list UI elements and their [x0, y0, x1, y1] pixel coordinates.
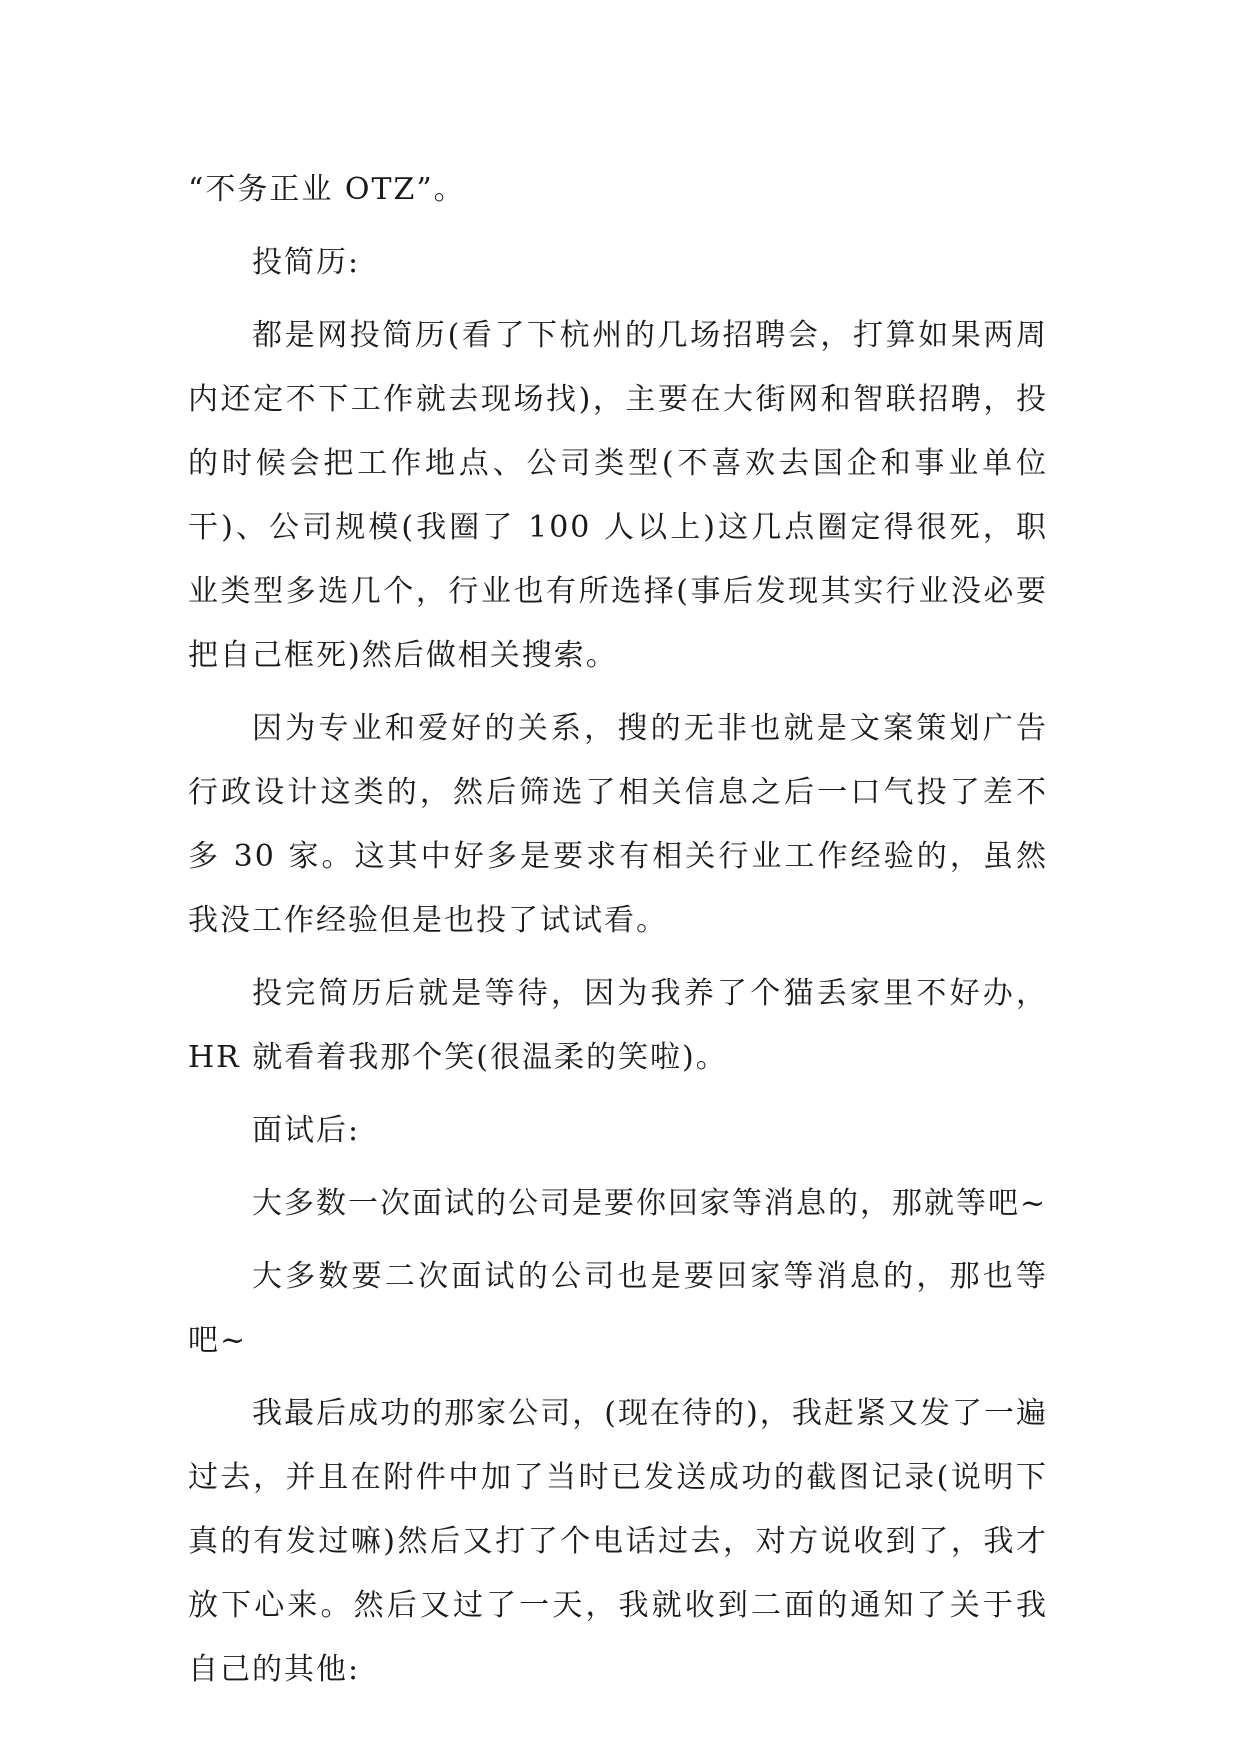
paragraph-1: “不务正业 OTZ”。 [188, 172, 466, 207]
document-body [188, 158, 1048, 1711]
paragraph-6-heading: 面试后: [252, 1113, 361, 1148]
paragraph-8: 大多数要二次面试的公司也是要回家等消息的，那也等吧~ [188, 1259, 1048, 1358]
paragraph-7: 大多数一次面试的公司是要你回家等消息的，那就等吧~ [252, 1186, 1048, 1221]
paragraph-9: 我最后成功的那家公司，(现在待的)，我赶紧又发了一遍过去，并且在附件中加了当时已发送成功的截图记录(说明下真的有发过嘛)然后又打了个电话过去，对方说收到了，我才放下心来。然后又过了一天，我就收到二面的通知了关于我自己的其他: [188, 1396, 1048, 1687]
paragraph-3: 都是网投简历(看了下杭州的几场招聘会，打算如果两周内还定不下工作就去现场找)，主要在大街网和智联招聘，投的时候会把工作地点、公司类型(不喜欢去国企和事业单位干)、公司规模(我圈了 100 人以上)这几点圈定得很死，职业类型多选几个，行业也有所选择(事后发现其实行业没必要把自己框死)然后做相关搜索。 [188, 318, 1048, 673]
paragraph-4: 因为专业和爱好的关系，搜的无非也就是文案策划广告行政设计这类的，然后筛选了相关信息之后一口气投了差不多 30 家。这其中好多是要求有相关行业工作经验的，虽然我没工作经验但是也投了试试看。 [188, 711, 1048, 938]
paragraph-2-heading: 投简历: [252, 245, 361, 280]
paragraph-5: 投完简历后就是等待，因为我养了个猫丢家里不好办，HR 就看着我那个笑(很温柔的笑啦)。 [188, 976, 1048, 1075]
